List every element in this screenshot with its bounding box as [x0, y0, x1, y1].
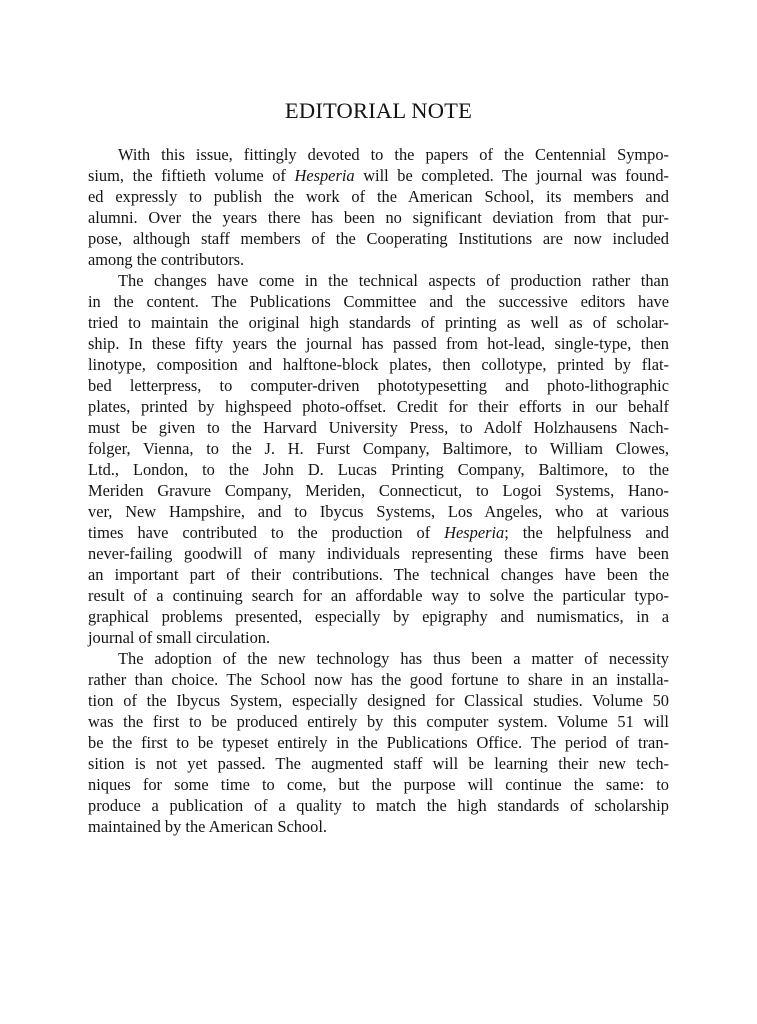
text-line: niques for some time to come, but the purpose will continue the same: to: [88, 775, 669, 794]
journal-title: Hesperia: [444, 523, 505, 542]
text-line: sition is not yet passed. The augmented staff will be learning their new tech-: [88, 754, 669, 773]
page-title: EDITORIAL NOTE: [284, 98, 473, 123]
text-line: Meriden Gravure Company, Meriden, Connecticut, to Logoi Systems, Hano-: [88, 481, 669, 500]
text-line: an important part of their contributions. The technical changes have been the: [88, 565, 669, 584]
text-line: ship. In these fifty years the journal has passed from hot-lead, single-type, then: [88, 334, 669, 353]
text-line: linotype, composition and halftone-block plates, then collotype, printed by flat-: [88, 355, 669, 374]
text-line: folger, Vienna, to the J. H. Furst Company, Baltimore, to William Clowes,: [88, 439, 669, 458]
text-line: in the content. The Publications Committee and the successive editors have: [88, 292, 669, 311]
text-line: With this issue, fittingly devoted to the papers of the Centennial Sympo-: [118, 145, 669, 164]
text-line: alumni. Over the years there has been no significant deviation from that pur-: [88, 208, 669, 227]
text-line: sium, the fiftieth volume of Hesperia will be completed. The journal was found-: [88, 166, 669, 185]
text-line: among the contributors.: [88, 250, 245, 269]
text-line: journal of small circulation.: [88, 628, 271, 647]
text-line: was the first to be produced entirely by this computer system. Volume 51 will: [88, 712, 669, 731]
text-line: produce a publication of a quality to match the high standards of scholarship: [88, 796, 669, 815]
journal-title: Hesperia: [294, 166, 355, 185]
text-line: tried to maintain the original high standards of printing as well as of scholar-: [88, 313, 669, 332]
text-line: ed expressly to publish the work of the American School, its members and: [88, 187, 669, 206]
text-line: maintained by the American School.: [88, 817, 327, 836]
text-line: ver, New Hampshire, and to Ibycus Systems, Los Angeles, who at various: [88, 502, 669, 521]
text-line: be the first to be typeset entirely in the Publications Office. The period of tran-: [88, 733, 669, 752]
text-line: plates, printed by highspeed photo-offset. Credit for their efforts in our behalf: [88, 397, 669, 416]
text-line: bed letterpress, to computer-driven phototypesetting and photo-lithographic: [88, 376, 669, 395]
text-line: tion of the Ibycus System, especially designed for Classical studies. Volume 50: [88, 691, 669, 710]
editorial-body: [88, 144, 669, 837]
text-line: never-failing goodwill of many individuals representing these firms have been: [88, 544, 669, 563]
text-line: Ltd., London, to the John D. Lucas Printing Company, Baltimore, to the: [88, 460, 669, 479]
text-line: result of a continuing search for an affordable way to solve the particular typo-: [88, 586, 669, 605]
text-line: pose, although staff members of the Cooperating Institutions are now included: [88, 229, 669, 248]
text-line: The adoption of the new technology has thus been a matter of necessity: [118, 649, 669, 668]
text-line: The changes have come in the technical aspects of production rather than: [118, 271, 669, 290]
text-line: times have contributed to the production of Hesperia; the helpfulness and: [88, 523, 669, 542]
text-line: graphical problems presented, especially by epigraphy and numismatics, in a: [88, 607, 669, 626]
text-line: must be given to the Harvard University Press, to Adolf Holzhausens Nach-: [88, 418, 669, 437]
text-line: rather than choice. The School now has the good fortune to share in an installa-: [88, 670, 669, 689]
